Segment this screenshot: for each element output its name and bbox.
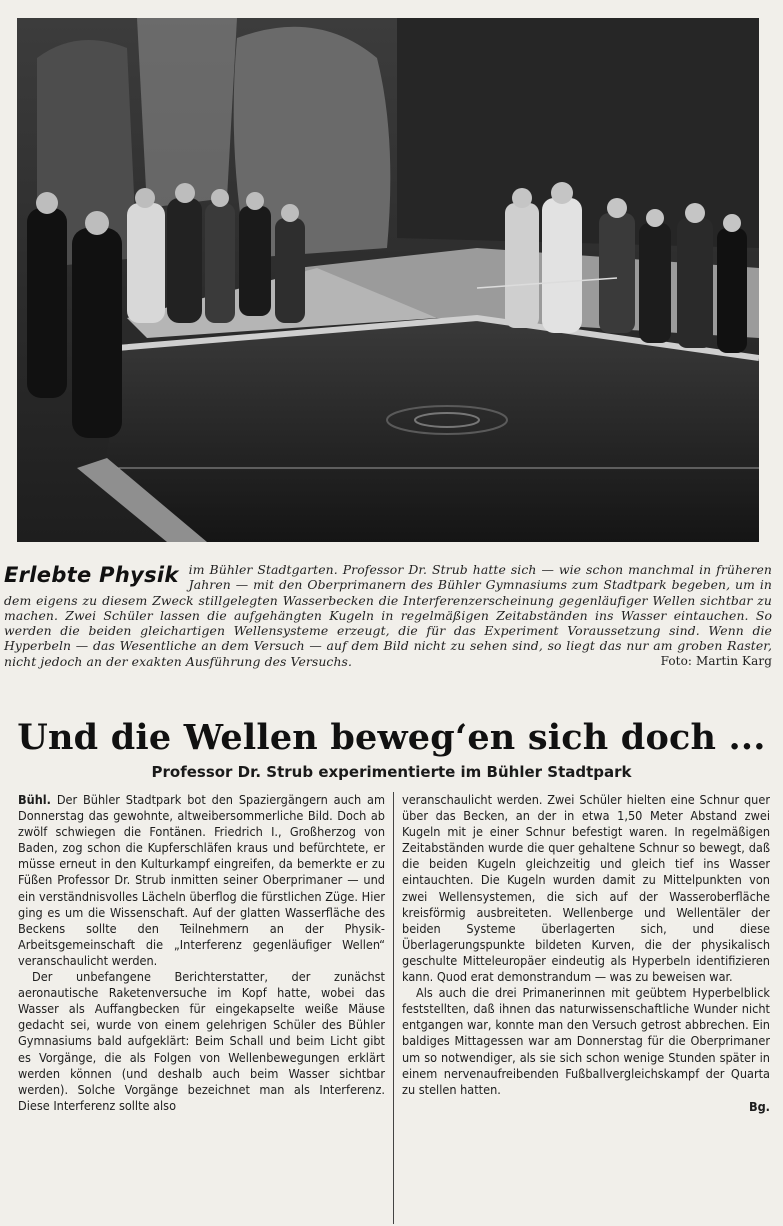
author-signature: Bg.: [748, 1098, 770, 1114]
article-subheadline: Professor Dr. Strub experimentierte im Bühler Stadtpark: [151, 763, 632, 781]
article-paragraph: [18, 792, 385, 969]
article-body: [18, 792, 770, 1224]
caption-kicker: Erlebte Physik: [4, 563, 179, 587]
paragraph-text: Der Bühler Stadtpark bot den Spaziergängern auch am Donnerstag das gewohnte, altweibersommerliche Bild. Doch ab zwölf schwiegen die Fontänen. Friedrich I., Großherzog von Baden, zog schon die Kupferschläfen kraus und befürchtete, er müsse erneut in den Kulturkampf eingreifen, da bemerkte er zu Füßen Professor Dr. Strub inmitten seiner Oberprimaner — und ein verständnisvolles Lächeln überflog die fürstlichen Züge. Hier ging es um die Wissenschaft. Auf der glatten Wasserfläche des Beckens sollte den Teilnehmern an der Physik-Arbeitsgemeinschaft die „Interferenz gegenläufiger Wellen“ veranschaulicht werden.: [18, 792, 385, 968]
article-column-right: [394, 792, 770, 1224]
photo-caption: [4, 562, 772, 669]
article-paragraph: Als auch die drei Primanerinnen mit geübtem Hyperbelblick feststellten, daß ihnen das naturwissenschaftliche Wunder nicht entgangen war, konnte man den Versuch getrost abbrechen. Ein baldiges Mittagessen war am Donnerstag für die Oberprimaner um so notwendiger, als sie sich schon wenige Stunden später in einem nervenaufreibenden Fußballvergleichskampf der Quarta zu stellen hatten.: [402, 985, 770, 1097]
article-column-left: [18, 792, 394, 1224]
photo-credit: Foto: Martin Karg: [660, 653, 772, 668]
article-paragraph: veranschaulicht werden. Zwei Schüler hielten eine Schnur quer über das Becken, an der in etwa 1,50 Meter Abstand zwei Kugeln mit je einer Schnur befestigt waren. In regelmäßigen Zeitabständen wurde die quer gehaltene Schnur so bewegt, daß die beiden Kugeln gleichzeitig und gleich tief ins Wasser eintauchten. Die Kugeln wurden damit zu Mittelpunkten von zwei Wellensystemen, die sich auf der Wasseroberfläche kreisförmig ausbreiteten. Wellenberge und Wellentäler der beiden Systeme überlagerten sich, und diese Überlagerungspunkte bildeten Kurven, die der physikalisch geschulte Mitteleuropäer eindeutig als Hyperbeln identifizieren kann. Quod erat demonstrandum — was zu beweisen war.: [402, 792, 770, 985]
article-paragraph: Der unbefangene Berichterstatter, der zunächst aeronautische Raketenversuche im Kopf hatte, wobei das Wasser als Auffangbecken für eingekapselte weiße Mäuse gedacht sei, wurde von einem gelehrigen Schüler des Bühler Gymnasiums bald aufgeklärt: Beim Schall und beim Licht gibt es Vorgänge, die als Folgen von Wellenbewegungen erklärt werden können (und deshalb auch beim Wasser sichtbar werden). Solche Vorgänge bezeichnet man als Interferenz. Diese Interferenz sollte also: [18, 969, 385, 1113]
article-headline: Und die Wellen beweg‘en sich doch ...: [17, 717, 766, 758]
dateline: Bühl.: [18, 792, 51, 807]
caption-text: im Bühler Stadtgarten. Professor Dr. Strub hatte sich — wie schon manchmal in früheren Jahren — mit den Oberprimanern des Bühler Gymnasiums zum Stadtpark begeben, um in dem eigens zu diesem Zweck stillgelegten Wasserbecken die Interferenzerscheinung gegenläufiger Wellen sichtbar zu machen. Zwei Schüler lassen die aufgehängten Kugeln in regelmäßigen Zeitabständen ins Wasser eintauchen. So werden die beiden gleichartigen Wellensysteme erzeugt, die für das Experiment Voraussetzung sind. Wenn die Hyperbeln — das Wesentliche an dem Versuch — auf dem Bild nicht zu sehen sind, so liegt das nur am groben Raster, nicht jedoch an der exakten Ausführung des Versuchs.: [4, 562, 772, 669]
news-photo: [17, 18, 759, 542]
photo-icon: [17, 18, 759, 542]
